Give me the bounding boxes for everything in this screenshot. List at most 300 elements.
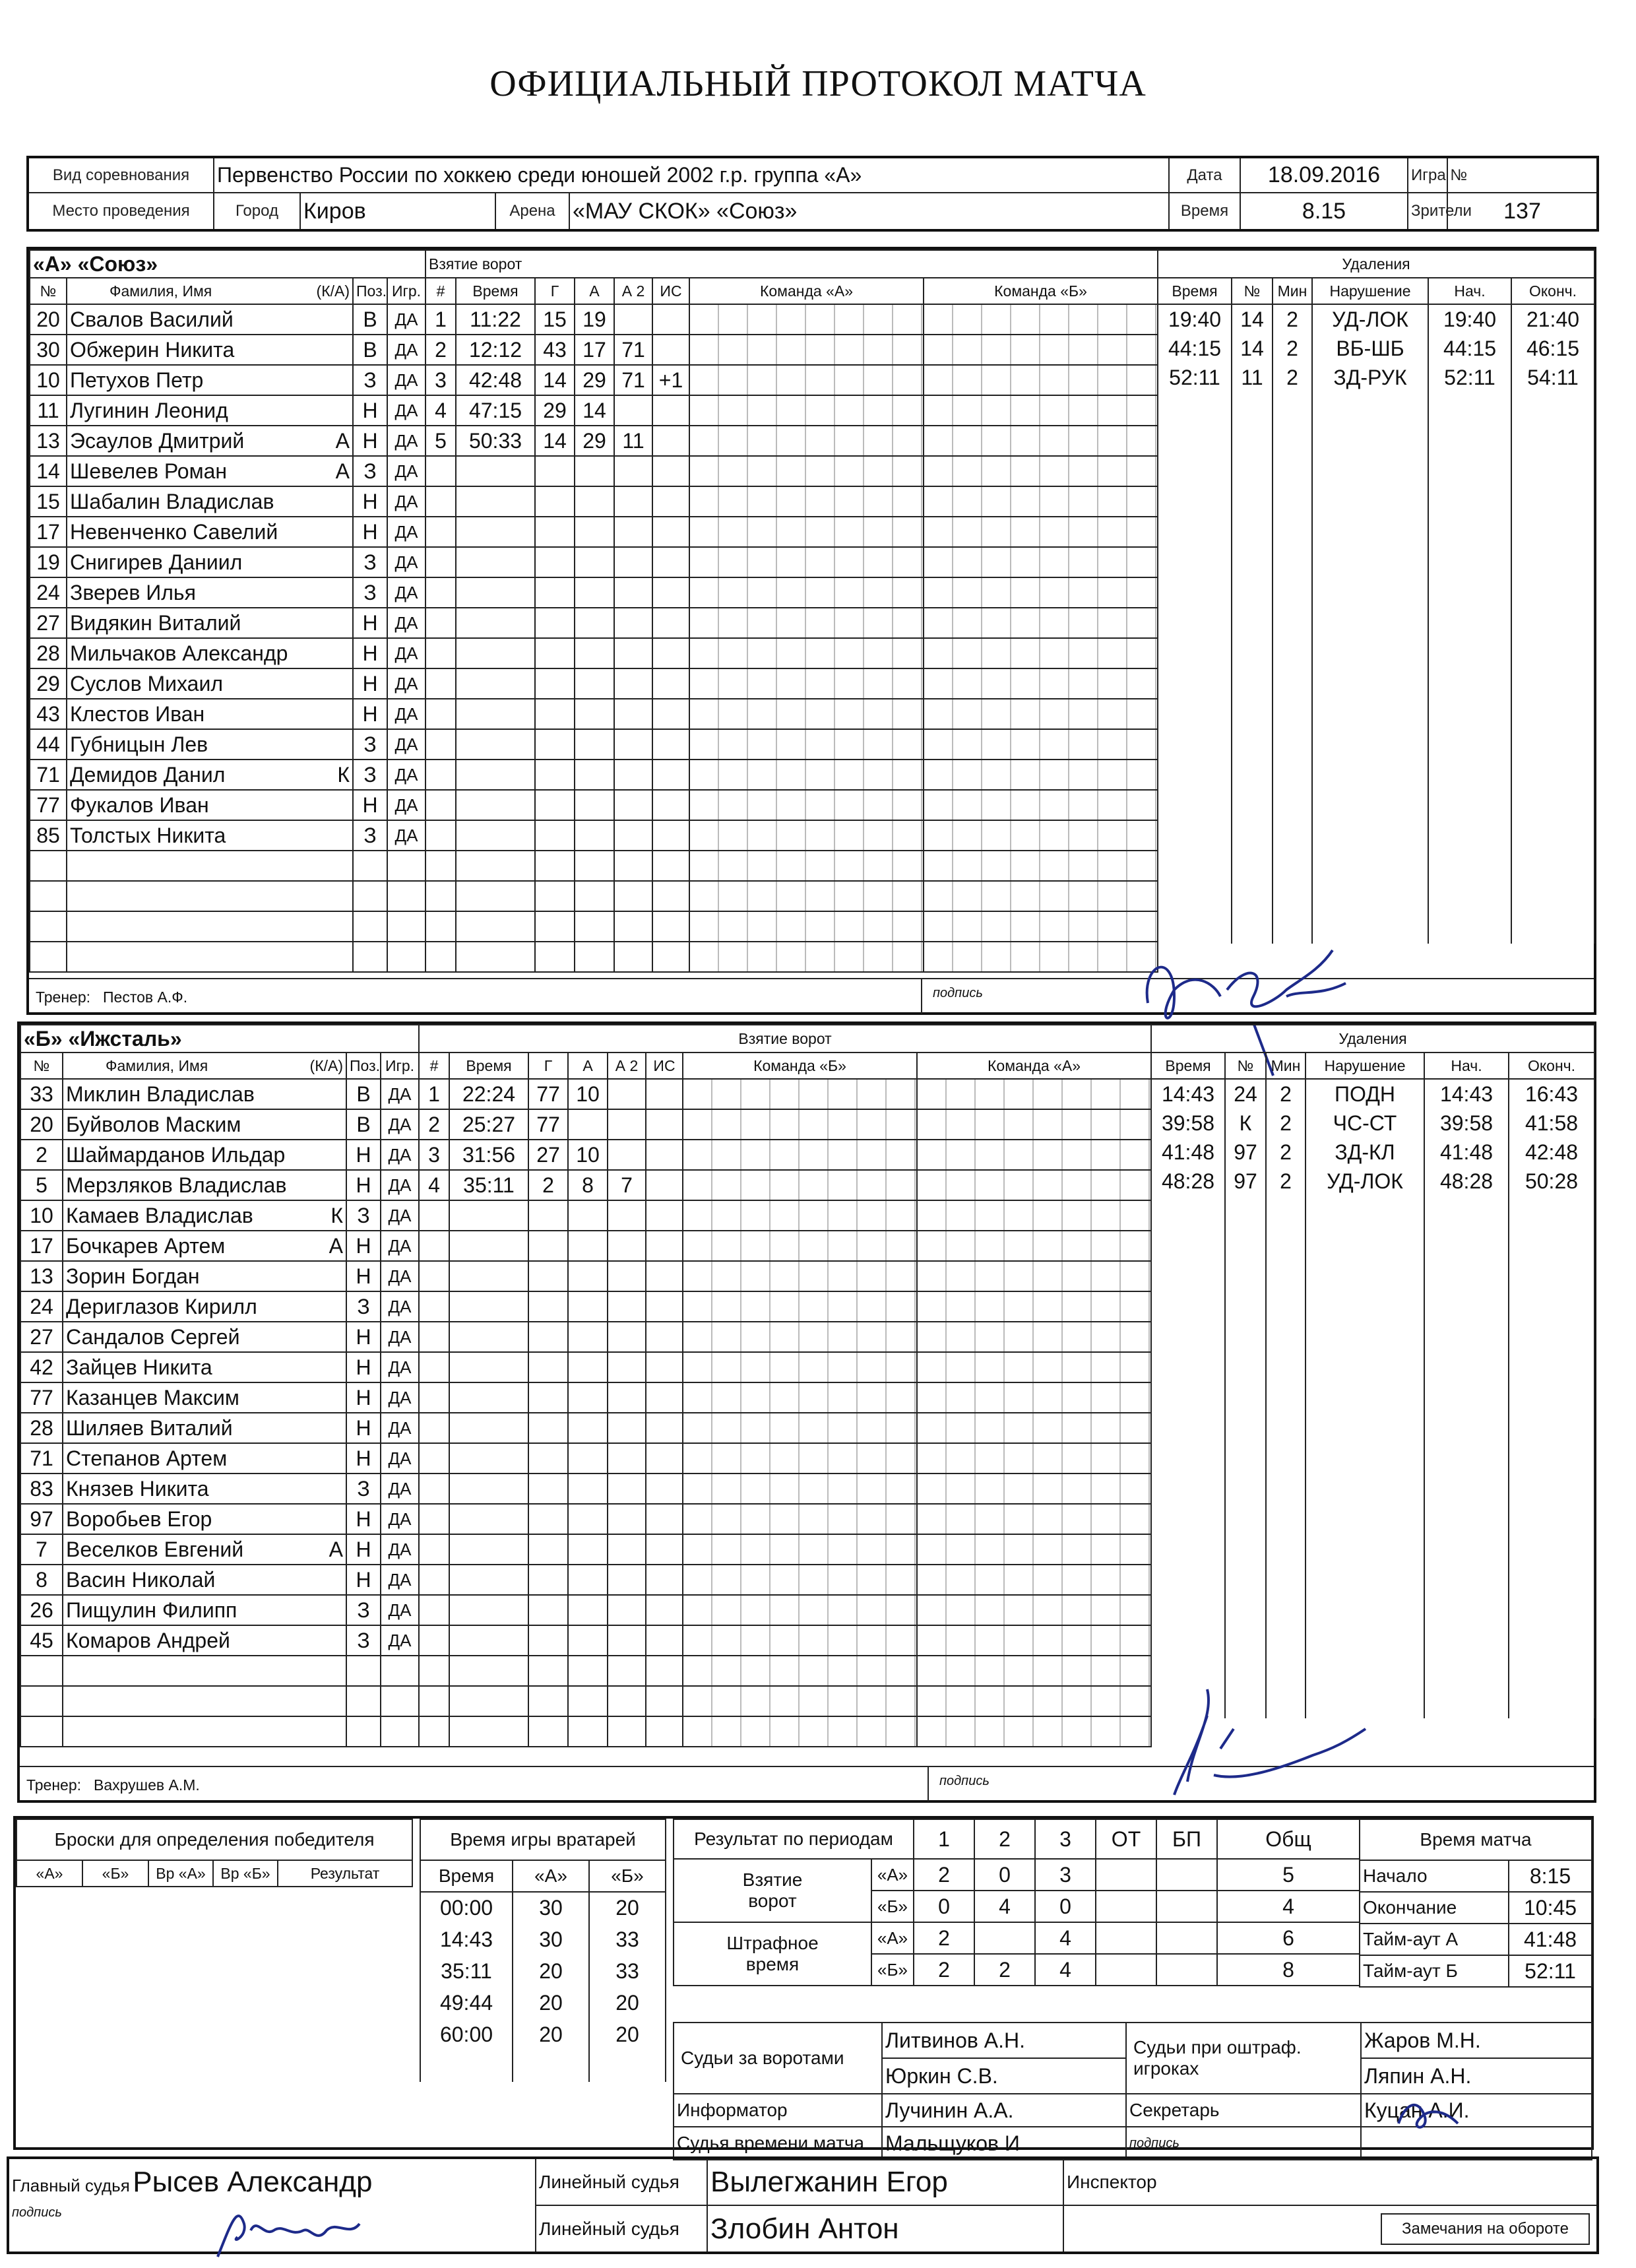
goal-is: +1 [652, 365, 689, 395]
goal-t [456, 517, 535, 547]
player-number: 10 [30, 365, 67, 395]
penalty-no: 14 [1232, 304, 1273, 334]
roster-row [30, 851, 425, 881]
goal-team-b-cells [924, 456, 1158, 486]
penalty-min [1266, 1486, 1306, 1515]
penalty-row [1151, 1283, 1594, 1312]
player-name: Петухов Петр [70, 368, 204, 392]
penalty-row [1158, 566, 1594, 595]
penalty-e [1509, 1312, 1594, 1341]
goal-n [419, 1686, 449, 1716]
goal-a [575, 699, 614, 729]
roster-row [30, 638, 425, 668]
goals-row-b-label: «Б» [871, 1891, 914, 1922]
penalty-s [1428, 915, 1511, 944]
goal-team-a-cells [683, 1413, 917, 1443]
penalty-s: 48:28 [1424, 1167, 1509, 1196]
player-name: Сандалов Сергей [66, 1324, 240, 1349]
goals-b-ot [1096, 1891, 1156, 1922]
penalty-row [1158, 363, 1594, 392]
goal-a2 [608, 1474, 646, 1504]
player-name-cell [63, 1686, 346, 1716]
goal-team-b-cells [917, 1504, 1151, 1534]
goal-row [419, 1504, 1151, 1534]
goal-row [425, 426, 1158, 456]
goal-a [568, 1686, 608, 1716]
penalty-e [1511, 595, 1594, 624]
player-position: Н [346, 1443, 381, 1474]
player-name: Клестов Иван [70, 701, 205, 726]
goal-team-b-cells [917, 1200, 1151, 1231]
penalty-no [1232, 508, 1273, 537]
penalty-v [1306, 1399, 1424, 1428]
goal-team-b-cells [917, 1231, 1151, 1261]
player-number [30, 851, 67, 881]
penalty-no [1225, 1370, 1266, 1399]
penalty-min: 2 [1266, 1079, 1306, 1109]
penalty-min [1266, 1602, 1306, 1631]
roster-row [20, 1443, 419, 1474]
goals-a-p2: 0 [974, 1859, 1035, 1891]
goal-a2 [608, 1231, 646, 1261]
roster-row [20, 1079, 419, 1109]
goal-g [528, 1382, 568, 1413]
player-position: З [353, 820, 387, 851]
goal-g [535, 851, 575, 881]
player-name: Степанов Артем [66, 1446, 228, 1470]
goal-g: 43 [535, 335, 575, 365]
goal-n [425, 820, 456, 851]
goal-n: 2 [425, 335, 456, 365]
penalty-min [1266, 1341, 1306, 1370]
penalty-no [1232, 392, 1273, 421]
penalty-min [1266, 1225, 1306, 1254]
penalty-no [1225, 1602, 1266, 1631]
player-played: ДА [381, 1382, 419, 1413]
goal-a [575, 881, 614, 911]
goal-team-a-cells [683, 1534, 917, 1565]
goal-t [456, 790, 535, 820]
penalty-t [1158, 479, 1232, 508]
so-col-gb: Вр «Б» [213, 1860, 278, 1887]
team-a-penalties [1157, 249, 1595, 944]
player-played: ДА [381, 1261, 419, 1291]
goals-b-total: 4 [1217, 1891, 1360, 1922]
penalty-row [1158, 450, 1594, 479]
roster-row [30, 760, 425, 790]
player-number: 20 [20, 1109, 63, 1140]
penalty-row [1158, 304, 1594, 334]
goal-team-a-cells [683, 1443, 917, 1474]
goal-a2 [614, 638, 652, 668]
penalty-row [1158, 479, 1594, 508]
goals-a-ot [1096, 1859, 1156, 1891]
roster-row [20, 1200, 419, 1231]
roster-row [30, 942, 425, 972]
player-number [20, 1656, 63, 1686]
goal-n [419, 1474, 449, 1504]
roster-row [30, 608, 425, 638]
goal-t: 25:27 [449, 1109, 528, 1140]
player-number: 77 [30, 790, 67, 820]
date-value: 18.09.2016 [1240, 157, 1408, 193]
penalty-v [1312, 653, 1428, 682]
penalty-no [1225, 1515, 1266, 1544]
penalty-e [1509, 1515, 1594, 1544]
team-a-signature-label: подпись [933, 986, 983, 1000]
competition-value: Первенство России по хоккею среди юношей 2002 г.р. группа «А» [214, 157, 1169, 193]
b-pen-col-violation: Нарушение [1306, 1053, 1424, 1079]
secretary-signature-label: подпись [1126, 2127, 1361, 2160]
team-a-coach-label: Тренер: [36, 988, 91, 1006]
goal-row [419, 1625, 1151, 1656]
penalty-row [1151, 1079, 1594, 1109]
goal-a2: 11 [614, 426, 652, 456]
goal-team-b-cells [917, 1261, 1151, 1291]
player-position: Н [353, 517, 387, 547]
penalty-no: 97 [1225, 1138, 1266, 1167]
goal-team-a-cells [689, 608, 924, 638]
period-col-bp: БП [1156, 1819, 1217, 1859]
penalty-t [1151, 1602, 1225, 1631]
goal-a: 19 [575, 304, 614, 335]
goal-team-a-cells [689, 729, 924, 760]
team-b-goals [418, 1024, 1152, 1747]
goal-is [652, 729, 689, 760]
player-name: Шевелев Роман [70, 459, 228, 483]
referee: Рысев Александр [133, 2166, 373, 2198]
goal-t [449, 1352, 528, 1382]
player-position: В [353, 304, 387, 335]
goal-team-b-cells [917, 1352, 1151, 1382]
b-goal-col-hash: # [419, 1053, 449, 1079]
player-name: Суслов Михаил [70, 671, 223, 696]
goal-a [568, 1656, 608, 1686]
goal-n [425, 577, 456, 608]
goal-row [419, 1231, 1151, 1261]
goal-team-a-cells [683, 1656, 917, 1686]
player-name: Лугинин Леонид [70, 398, 228, 422]
pim-a-total: 6 [1217, 1922, 1360, 1954]
goal-row [425, 547, 1158, 577]
roster-row [30, 304, 425, 335]
player-number: 20 [30, 304, 67, 335]
player-name: Фукалов Иван [70, 793, 209, 817]
player-position: З [353, 577, 387, 608]
penalty-e [1511, 769, 1594, 798]
goal-team-b-cells [917, 1443, 1151, 1474]
team-b-coach-label: Тренер: [26, 1776, 82, 1794]
player-name-cell [63, 1504, 346, 1534]
goal-is [646, 1625, 683, 1656]
secretary-label: Секретарь [1126, 2094, 1361, 2127]
goal-a2 [614, 456, 652, 486]
goal-row [419, 1382, 1151, 1413]
goal-team-b-cells [924, 304, 1158, 335]
goal-a [568, 1382, 608, 1413]
goal-n [419, 1625, 449, 1656]
penalty-t [1151, 1283, 1225, 1312]
goal-is [652, 881, 689, 911]
b-goal-col-g: Г [528, 1053, 568, 1079]
player-number: 17 [20, 1231, 63, 1261]
penalty-min: 2 [1273, 304, 1312, 334]
penalty-s [1428, 508, 1511, 537]
penalty-s [1428, 595, 1511, 624]
goal-team-b-cells [917, 1534, 1151, 1565]
penalty-v [1306, 1283, 1424, 1312]
player-position: Н [353, 790, 387, 820]
player-number [20, 1716, 63, 1747]
goal-n [419, 1322, 449, 1352]
player-name: Обжерин Никита [70, 337, 235, 362]
goal-g [535, 517, 575, 547]
penalty-row [1151, 1631, 1594, 1660]
player-name-cell [67, 668, 353, 699]
penalty-no [1225, 1399, 1266, 1428]
b-goal-col-a2: А 2 [608, 1053, 646, 1079]
goal-g [528, 1595, 568, 1625]
player-name: Шабалин Владислав [70, 489, 274, 513]
goal-a2 [608, 1200, 646, 1231]
goal-a [568, 1200, 608, 1231]
goal-t [456, 760, 535, 790]
goal-is [646, 1413, 683, 1443]
penalty-row [1151, 1486, 1594, 1515]
penalty-t: 19:40 [1158, 304, 1232, 334]
penalty-e [1511, 537, 1594, 566]
penalty-v [1306, 1573, 1424, 1602]
penalty-s [1428, 653, 1511, 682]
player-position: З [353, 547, 387, 577]
goal-n [419, 1413, 449, 1443]
goal-team-a-cells [683, 1474, 917, 1504]
penalty-s [1424, 1689, 1509, 1718]
player-position: Н [346, 1140, 381, 1170]
goal-a2 [614, 668, 652, 699]
shootout-title: Броски для определения победителя [16, 1819, 412, 1860]
penalty-t [1158, 886, 1232, 915]
spectators-value: 137 [1447, 193, 1598, 230]
penalty-no [1225, 1254, 1266, 1283]
penalty-v [1312, 886, 1428, 915]
player-number: 14 [30, 456, 67, 486]
penalty-min [1266, 1254, 1306, 1283]
goal-team-a-cells [689, 517, 924, 547]
penalty-e: 46:15 [1511, 334, 1594, 363]
penalty-min [1273, 711, 1312, 740]
goal-is [652, 668, 689, 699]
match-start: 8:15 [1509, 1860, 1592, 1892]
player-name: Князев Никита [66, 1476, 209, 1501]
penalty-min [1273, 421, 1312, 450]
player-name: Миклин Владислав [66, 1082, 255, 1106]
penalty-row [1158, 740, 1594, 769]
goal-t [456, 911, 535, 942]
col-ka: (К/А) [316, 282, 350, 300]
player-number: 19 [30, 547, 67, 577]
player-played: ДА [387, 760, 425, 790]
penalty-e [1509, 1573, 1594, 1602]
page-title: ОФИЦИАЛЬНЫЙ ПРОТОКОЛ МАТЧА [489, 63, 1147, 104]
player-name-cell [63, 1595, 346, 1625]
goal-t: 47:15 [456, 395, 535, 426]
goal-a: 14 [575, 395, 614, 426]
penalty-t [1151, 1225, 1225, 1254]
goal-team-a-cells [683, 1382, 917, 1413]
goal-is [646, 1504, 683, 1534]
arena-value: «МАУ СКОК» «Союз» [573, 198, 798, 224]
pen-col-time: Время [1158, 278, 1232, 304]
penalty-v [1312, 857, 1428, 886]
player-name: Комаров Андрей [66, 1628, 230, 1652]
penalty-s [1428, 450, 1511, 479]
pim-a-bp [1156, 1922, 1217, 1954]
penalty-no [1232, 450, 1273, 479]
penalty-min [1266, 1544, 1306, 1573]
b-goal-col-team-b: Команда «Б» [683, 1053, 917, 1079]
goal-is [652, 577, 689, 608]
goal-a2 [614, 820, 652, 851]
penalty-min [1266, 1631, 1306, 1660]
roster-row [20, 1382, 419, 1413]
penalty-no [1232, 827, 1273, 857]
goalie-t: 35:11 [420, 1955, 513, 1987]
goal-n [419, 1534, 449, 1565]
goal-t [449, 1322, 528, 1352]
penalty-v [1312, 566, 1428, 595]
goal-row [425, 577, 1158, 608]
player-played [381, 1686, 419, 1716]
player-played: ДА [387, 577, 425, 608]
b-goal-col-a: А [568, 1053, 608, 1079]
goal-team-a-cells [689, 699, 924, 729]
player-position: Н [346, 1413, 381, 1443]
player-name: Васин Николай [66, 1567, 216, 1592]
player-number: 13 [30, 426, 67, 456]
player-name-cell [67, 911, 353, 942]
penalty-min [1266, 1457, 1306, 1486]
goal-team-b-cells [924, 486, 1158, 517]
player-name-cell [63, 1200, 346, 1231]
goal-team-a-cells [689, 790, 924, 820]
goalie-row [420, 1924, 666, 1955]
penalty-e [1511, 711, 1594, 740]
penalty-no [1225, 1312, 1266, 1341]
goalie-a: 30 [513, 1924, 589, 1955]
goal-t: 50:33 [456, 426, 535, 456]
player-number: 42 [20, 1352, 63, 1382]
period-col-total: Общ [1217, 1819, 1360, 1859]
goal-g [535, 456, 575, 486]
time-label: Время [1169, 193, 1240, 230]
penalty-row [1151, 1573, 1594, 1602]
player-position [346, 1716, 381, 1747]
player-name-cell [63, 1170, 346, 1200]
player-played: ДА [381, 1413, 419, 1443]
penalty-v [1312, 595, 1428, 624]
goal-a2 [614, 942, 652, 972]
b-pen-col-end: Оконч. [1509, 1053, 1594, 1079]
player-played [381, 1716, 419, 1747]
roster-row [20, 1474, 419, 1504]
player-name-cell [67, 547, 353, 577]
goal-a2 [614, 881, 652, 911]
roster-row [20, 1322, 419, 1352]
goal-row [419, 1716, 1151, 1747]
penalty-t [1151, 1196, 1225, 1225]
player-number: 45 [20, 1625, 63, 1656]
roster-row [30, 365, 425, 395]
penalty-s: 44:15 [1428, 334, 1511, 363]
goals-a-p1: 2 [914, 1859, 974, 1891]
penalty-v [1312, 798, 1428, 827]
roster-row [20, 1109, 419, 1140]
goal-n [425, 942, 456, 972]
goal-g [528, 1322, 568, 1352]
pim-row-b-label: «Б» [871, 1954, 914, 1986]
goal-a [568, 1322, 608, 1352]
penalty-v: ЗД-РУК [1312, 363, 1428, 392]
penalty-row [1158, 682, 1594, 711]
player-position: З [353, 365, 387, 395]
player-position: З [346, 1200, 381, 1231]
penalty-row [1151, 1167, 1594, 1196]
player-played [381, 1656, 419, 1686]
goal-is [652, 426, 689, 456]
penalty-s [1424, 1660, 1509, 1689]
penalty-min [1273, 508, 1312, 537]
penalty-row [1151, 1457, 1594, 1486]
goal-is [652, 942, 689, 972]
penalty-row [1151, 1312, 1594, 1341]
player-name: Воробьев Егор [66, 1507, 212, 1531]
roster-row [20, 1565, 419, 1595]
penalty-v: ЗД-КЛ [1306, 1138, 1424, 1167]
player-played: ДА [381, 1200, 419, 1231]
penalty-e: 54:11 [1511, 363, 1594, 392]
goal-a: 29 [575, 365, 614, 395]
player-name-cell [67, 881, 353, 911]
roster-row [30, 547, 425, 577]
penalty-row [1158, 392, 1594, 421]
goal-n: 1 [419, 1079, 449, 1109]
roster-row [20, 1534, 419, 1565]
goal-t [449, 1565, 528, 1595]
penalty-no [1232, 857, 1273, 886]
goal-a [575, 517, 614, 547]
penalty-no [1225, 1196, 1266, 1225]
penalty-e: 50:28 [1509, 1167, 1594, 1196]
so-col-ga: Вр «А» [148, 1860, 213, 1887]
goal-team-b-cells [917, 1291, 1151, 1322]
goal-a2 [608, 1656, 646, 1686]
penalty-e [1511, 450, 1594, 479]
player-played: ДА [387, 335, 425, 365]
goal-n [419, 1291, 449, 1322]
goal-a [568, 1352, 608, 1382]
goal-n: 3 [425, 365, 456, 395]
goal-g [535, 820, 575, 851]
player-number: 71 [20, 1443, 63, 1474]
penalty-s [1424, 1515, 1509, 1544]
player-played: ДА [381, 1291, 419, 1322]
penalty-min [1273, 450, 1312, 479]
goal-g: 2 [528, 1170, 568, 1200]
penalty-e [1509, 1689, 1594, 1718]
penalties-title: Удаления [1158, 250, 1594, 278]
penalty-min [1273, 566, 1312, 595]
